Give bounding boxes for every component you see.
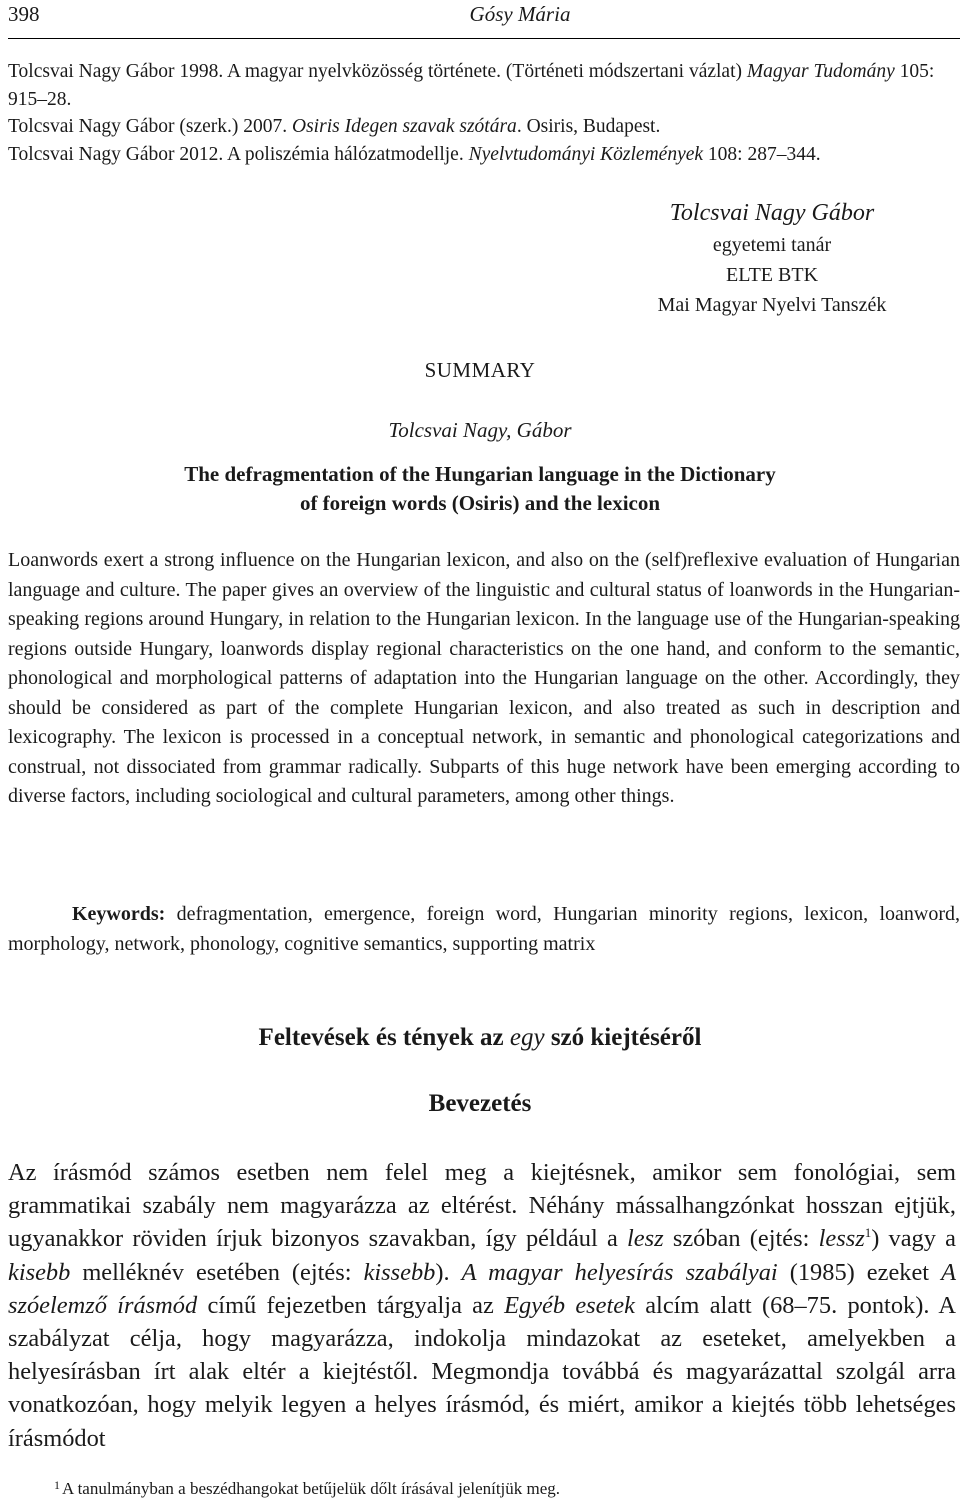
summary-title-line: The defragmentation of the Hungarian language in the Dictionary xyxy=(184,462,776,486)
body-text: című fejezetben tárgyalja az xyxy=(197,1291,505,1319)
body-text: ) vagy a xyxy=(871,1225,956,1253)
body-text: Az írásmód számos esetben nem felel meg a kiejtésnek, amikor sem fonológiai, sem grammatikai szabály nem magyarázza az eltérést. Néhány mássalhangzónkat hosszan ejtjük, ugyanakkor röviden írjuk bizonyos szavakban, így például a xyxy=(8,1159,956,1253)
body-text: ). xyxy=(435,1258,462,1286)
body-italic: A szóelemző írásmód xyxy=(8,1258,956,1319)
author-affiliation xyxy=(592,196,952,320)
footnote-text: A tanulmányban a beszédhangokat betűjelük dőlt írásával jelenítjük meg. xyxy=(62,1479,561,1498)
reference-item xyxy=(8,141,960,169)
reference-journal: Magyar Tudomány xyxy=(746,61,895,82)
section-heading: Bevezetés xyxy=(428,1090,532,1117)
body-italic: lessz xyxy=(818,1225,865,1253)
article-title-italic: egy xyxy=(509,1024,545,1051)
reference-text: Tolcsvai Nagy Gábor (szerk.) 2007. xyxy=(8,116,293,137)
body-text: (1985) ezeket xyxy=(777,1258,942,1286)
reference-item xyxy=(8,113,960,141)
author-institution: ELTE BTK xyxy=(725,264,819,286)
summary-heading: SUMMARY xyxy=(424,358,536,382)
abstract-text: Loanwords exert a strong influence on the Hungarian lexicon, and also on the (self)reflexive evaluation of Hungarian language and culture. The paper gives an overview of the linguistic and cultural status of loanwords in the Hungarian-speaking regions around Hungary, in relation to the Hungarian lexicon. In the language use of the Hungarian-speaking regions outside Hungary, loanwords display regional characteristics on the one hand, and conform to the semantic, phonological and morphological patterns of adaptation into the Hungarian language on the other. Accordingly, they should be considered as part of the complete Hungarian lexicon, and also treated as such in description and lexicography. The lexicon is processed in a conceptual network, in semantic and phonological categorizations and construal, not dissociated from grammar radically. Subparts of this huge network have been emerging according to diverse factors, including sociological and cultural parameters, among other things. xyxy=(8,549,960,807)
summary-title-line: of foreign words (Osiris) and the lexicon xyxy=(299,491,661,515)
author-department: Mai Magyar Nyelvi Tanszék xyxy=(657,294,887,316)
footnote-number: 1 xyxy=(54,1478,60,1492)
reference-text: 108: 287–344. xyxy=(703,143,821,165)
body-italic: kisebb xyxy=(8,1258,71,1286)
body-text: szóban (ejtés: xyxy=(663,1225,819,1253)
keywords-list: defragmentation, emergence, foreign word, Hungarian minority regions, lexicon, loanword, morphology, network, phonology, cognitive semantics, supporting matrix xyxy=(8,903,960,955)
keywords xyxy=(8,900,960,959)
reference-item xyxy=(8,58,960,113)
reference-text: Tolcsvai Nagy Gábor 1998. A magyar nyelvközösség története. (Történeti módszertani vázlat) xyxy=(8,61,747,82)
header-rule xyxy=(8,38,960,39)
reference-list xyxy=(8,58,960,168)
reference-title: Osiris Idegen szavak szótára xyxy=(292,116,517,137)
article-title xyxy=(0,1024,960,1052)
body-text: melléknév esetében (ejtés: xyxy=(70,1258,364,1286)
footnote-ref[interactable]: 1 xyxy=(864,1225,872,1241)
article-title-text: szó kiejtéséről xyxy=(544,1024,702,1051)
keywords-label: Keywords: xyxy=(72,903,166,925)
body-paragraph xyxy=(8,1156,956,1455)
author-role: egyetemi tanár xyxy=(712,234,832,256)
author-name: Tolcsvai Nagy Gábor xyxy=(669,200,875,226)
summary-author: Tolcsvai Nagy, Gábor xyxy=(388,418,572,442)
running-header-author: Gósy Mária xyxy=(469,2,571,26)
body-text: alcím alatt (68–75. pontok). A szabályzat célja, hogy magyarázza, indokolja mindazokat az eseteket, amelyekben a helyesírásban írt alak eltér a kiejtéstől. Megmondja továbbá és magyarázattal szolgál arra vonatkozóan, hogy melyik legyen a helyes írásmód, és miért, amikor a kiejtés több lehetséges írásmódot xyxy=(8,1291,956,1452)
summary-title xyxy=(0,460,960,518)
body-italic: Egyéb esetek xyxy=(504,1291,635,1319)
article-title-text: Feltevések és tények az xyxy=(258,1024,510,1051)
footnote xyxy=(54,1478,561,1500)
body-italic: kissebb xyxy=(363,1258,436,1286)
reference-text: 105: 915–28. xyxy=(8,61,935,110)
reference-text: . Osiris, Budapest. xyxy=(516,116,661,137)
reference-text: Tolcsvai Nagy Gábor 2012. A poliszémia hálózatmodellje. xyxy=(8,143,469,165)
body-italic: A magyar helyesírás szabályai xyxy=(461,1258,778,1286)
page-number: 398 xyxy=(8,2,40,26)
reference-journal: Nyelvtudományi Közlemények xyxy=(468,143,704,165)
body-italic: lesz xyxy=(627,1225,664,1253)
